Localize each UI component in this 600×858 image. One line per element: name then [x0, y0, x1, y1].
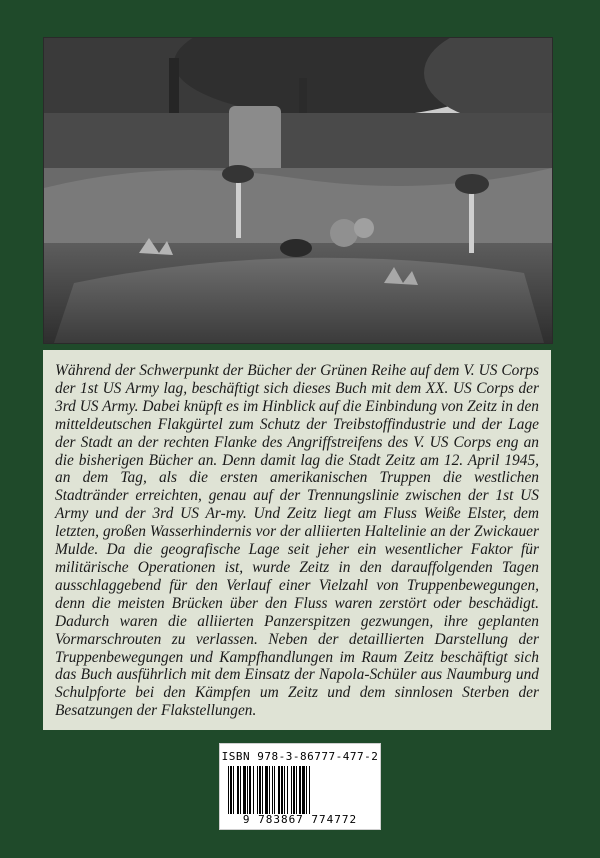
barcode-icon	[228, 766, 374, 814]
isbn-label: ISBN 978-3-86777-477-2	[221, 750, 379, 763]
blurb-panel	[43, 350, 551, 730]
isbn-barcode	[219, 743, 381, 830]
cover-photo	[43, 37, 553, 344]
barcode-digits: 9 783867 774772	[242, 813, 358, 826]
grave-with-helmets-photo	[44, 38, 552, 343]
book-description: Während der Schwerpunkt der Bücher der Grünen Reihe auf dem V. US Corps der 1st US Army lag, beschäftigt sich dieses Buch mit dem XX. US Corps der 3rd US Army. Dabei knüpft es im Hinblick auf die Einbindung von Zeitz in den mitteldeutschen Flakgürtel zum Schutz der Treibstoffindustrie und der Lage der Stadt an der rechten Flanke des Angriffstreifens des V. US Corps eng an die bisherigen Bücher an. Denn damit lag die Stadt Zeitz am 12. April 1945, an dem Tag, als die ersten amerikanischen Truppen die westlichen Stadtränder erreichten, genau auf der Trennungslinie zwischen der 1st US Army und der 3rd US Ar-my. Und Zeitz liegt am Fluss Weiße Elster, dem letzten, großen Wasserhindernis vor der alliierten Haltelinie an der Zwickauer Mulde. Da die geografische Lage seit jeher ein wesentlicher Faktor für militärische Operationen ist, wurde Zeitz in den darauffolgenden Tagen ausschlaggebend für den Verlauf einer Vielzahl von Truppenbewegungen, denn die meisten Brücken über den Fluss waren zerstört oder beschädigt. Dadurch waren die alliierten Panzerspitzen gezwungen, ihre geplanten Vormarschrouten zu verlassen. Neben der detaillierten Darstellung der Truppenbewegungen und Kampfhandlungen im Raum Zeitz beschäftigt sich das Buch ausführlich mit dem Einsatz der Napola-Schüler aus Naumburg und Schulpforte bei den Kämpfen um Zeitz und dem sinnlosen Sterben der Besatzungen der Flakstellungen.	[55, 362, 539, 720]
